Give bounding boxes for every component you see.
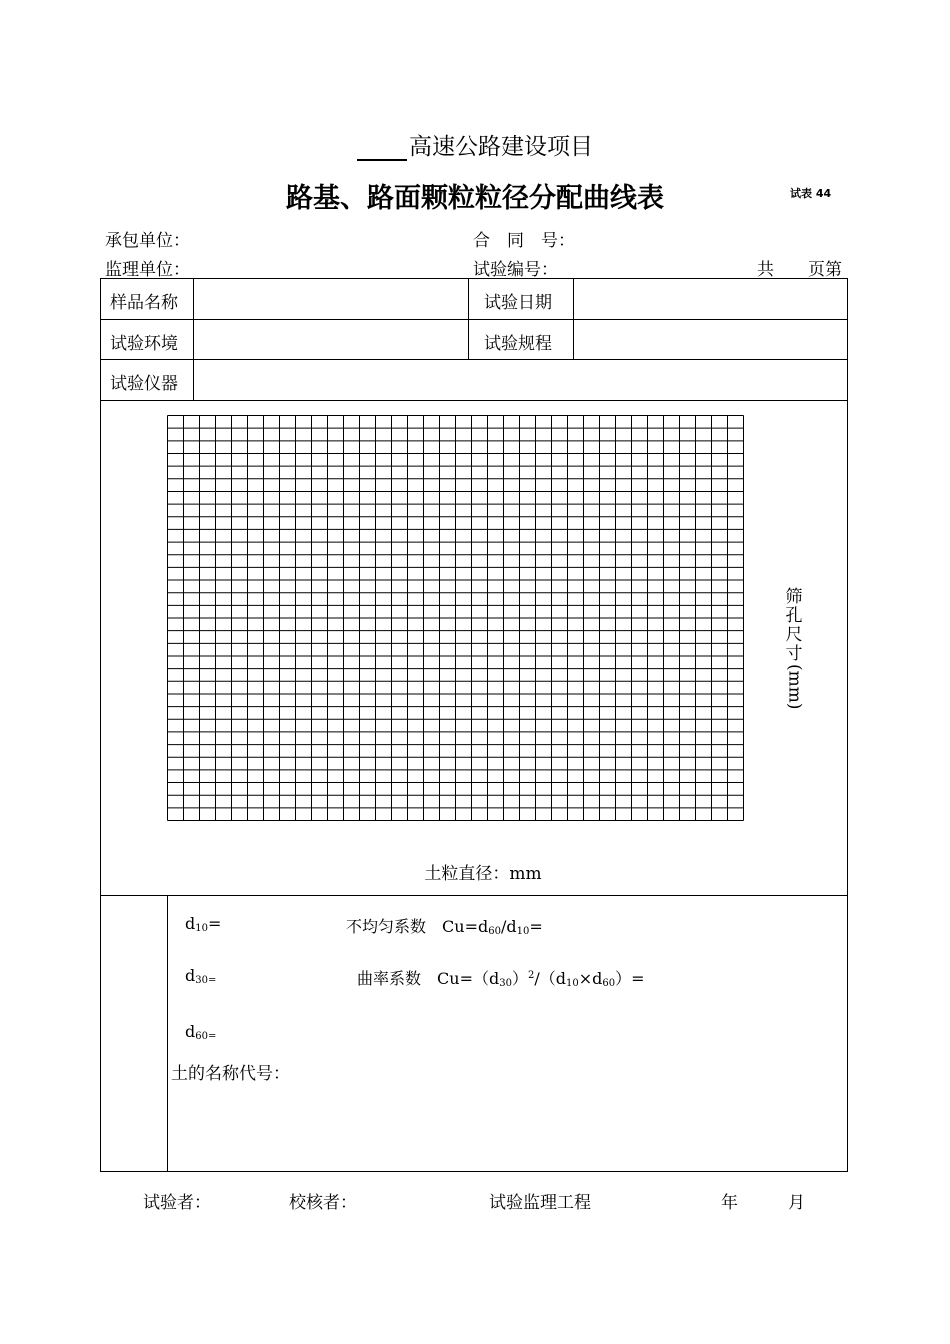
- year-label: 年: [721, 1193, 738, 1213]
- supervisor-label: 监理单位：: [105, 260, 190, 280]
- test-no-label: 试验编号：: [473, 260, 558, 280]
- month-label: 月: [788, 1193, 805, 1213]
- x-axis-label: 土粒直径：mm: [424, 864, 542, 884]
- environment-label: 试验环境: [110, 334, 178, 354]
- row-divider: [101, 895, 847, 896]
- test-date-label: 试验日期: [484, 293, 552, 313]
- curvature-coefficient: 曲率系数 $Cu=(d_{30})^2/(d_{10}\times d_{60})=$: [357, 969, 645, 989]
- y-axis-label-char: 筛: [785, 587, 803, 607]
- row-divider: [101, 319, 847, 320]
- y-axis-label-unit: (mm): [784, 664, 805, 710]
- contractor-label: 承包单位：: [105, 231, 190, 251]
- d10-field: $d_{10}=$: [185, 914, 222, 934]
- col-divider: [167, 895, 168, 1172]
- y-axis-label-char: 尺: [785, 625, 803, 645]
- instrument-label: 试验仪器: [110, 374, 178, 394]
- uniformity-coefficient: 不均匀系数 $Cu=d_{60}/d_{10}=$: [346, 917, 543, 937]
- grading-grid: [167, 415, 744, 821]
- form-title: 路基、路面颗粒粒径分配曲线表: [286, 183, 664, 214]
- col-divider: [193, 279, 194, 400]
- y-axis-label-char: 孔: [785, 606, 803, 626]
- form-number: 试表 44: [790, 187, 832, 200]
- col-divider: [573, 279, 574, 359]
- supervisor-engineer-label: 试验监理工程: [489, 1193, 591, 1213]
- y-axis-label-char: 寸: [785, 644, 803, 664]
- row-divider: [101, 400, 847, 401]
- col-divider: [468, 279, 469, 359]
- row-divider: [101, 359, 847, 360]
- soil-name-label: 土的名称代号：: [171, 1064, 290, 1084]
- page-label: 共 页第: [757, 260, 842, 280]
- procedure-label: 试验规程: [484, 334, 552, 354]
- checker-label: 校核者：: [289, 1193, 357, 1213]
- sample-name-label: 样品名称: [110, 293, 178, 313]
- tester-label: 试验者：: [143, 1193, 211, 1213]
- project-title: 高速公路建设项目: [0, 128, 950, 161]
- y-axis-label: [784, 588, 804, 715]
- project-name-blank: [357, 135, 407, 161]
- contract-no-label: 合 同 号：: [473, 231, 575, 251]
- d30-field: $d_{30=}$: [185, 966, 217, 986]
- d60-field: $d_{60=}$: [185, 1022, 217, 1042]
